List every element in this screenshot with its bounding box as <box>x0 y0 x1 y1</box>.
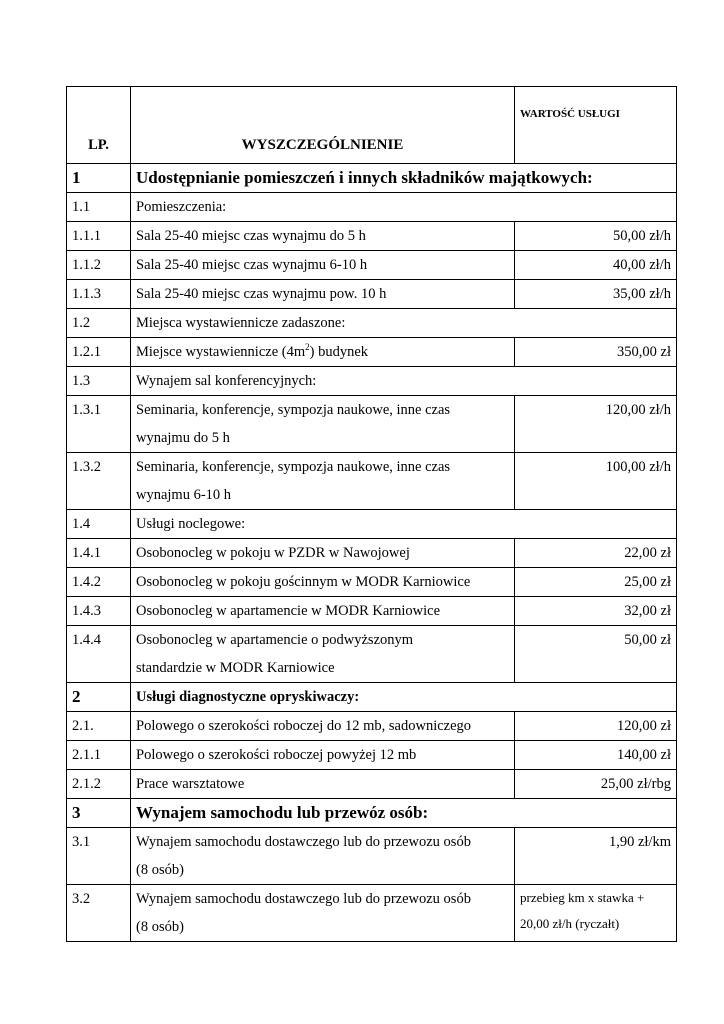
section-row-2 <box>67 683 677 712</box>
row-number: 1.2.1 <box>67 338 131 367</box>
table-row <box>67 885 677 942</box>
row-value: 40,00 zł/h <box>515 251 677 280</box>
row-number: 2.1.1 <box>67 741 131 770</box>
row-value: 120,00 zł/h <box>515 396 677 453</box>
row-number: 1.1 <box>67 193 131 222</box>
row-value: 32,00 zł <box>515 597 677 626</box>
row-number: 1.4 <box>67 510 131 539</box>
section-title: Wynajem samochodu lub przewóz osób: <box>131 799 677 828</box>
row-value: 100,00 zł/h <box>515 453 677 510</box>
table-row <box>67 597 677 626</box>
table-row <box>67 626 677 683</box>
row-number: 2.1. <box>67 712 131 741</box>
row-number: 3.1 <box>67 828 131 885</box>
table-row <box>67 251 677 280</box>
row-value-line: 20,00 zł/h (ryczałt) <box>520 916 620 931</box>
row-value: 22,00 zł <box>515 539 677 568</box>
row-description: Sala 25-40 miejsc czas wynajmu 6-10 h <box>131 251 515 280</box>
row-description-text: ) budynek <box>309 344 368 360</box>
row-number: 1.1.1 <box>67 222 131 251</box>
section-number: 3 <box>67 799 131 828</box>
row-number: 1.4.1 <box>67 539 131 568</box>
price-list-document <box>66 86 676 942</box>
row-description-line: (8 osób) <box>136 919 184 935</box>
row-description-line: standardzie w MODR Karniowice <box>136 660 335 676</box>
table-row <box>67 222 677 251</box>
row-description: Sala 25-40 miejsc czas wynajmu pow. 10 h <box>131 280 515 309</box>
row-description: Miejsca wystawiennicze zadaszone: <box>131 309 677 338</box>
table-row <box>67 828 677 885</box>
row-description: Usługi noclegowe: <box>131 510 677 539</box>
section-row-1 <box>67 164 677 193</box>
row-value: 25,00 zł <box>515 568 677 597</box>
row-number: 1.3.2 <box>67 453 131 510</box>
row-number: 1.4.4 <box>67 626 131 683</box>
row-description: Prace warsztatowe <box>131 770 515 799</box>
row-number: 1.3.1 <box>67 396 131 453</box>
section-title: Usługi diagnostyczne opryskiwaczy: <box>131 683 677 712</box>
section-number: 1 <box>67 164 131 193</box>
row-number: 2.1.2 <box>67 770 131 799</box>
table-row <box>67 453 677 510</box>
row-value-line: przebieg km x stawka + <box>520 890 645 905</box>
row-value: 140,00 zł <box>515 741 677 770</box>
table-row <box>67 309 677 338</box>
row-description: Osobonocleg w pokoju w PZDR w Nawojowej <box>131 539 515 568</box>
row-description: Osobonocleg w apartamencie w MODR Karniowice <box>131 597 515 626</box>
table-row <box>67 741 677 770</box>
row-description-line: wynajmu 6-10 h <box>136 487 232 503</box>
price-table <box>66 86 677 942</box>
row-value <box>515 885 677 942</box>
row-number: 1.1.2 <box>67 251 131 280</box>
row-value: 350,00 zł <box>515 338 677 367</box>
table-row <box>67 193 677 222</box>
row-description-line: (8 osób) <box>136 862 184 878</box>
row-value: 50,00 zł <box>515 626 677 683</box>
row-description: Wynajem sal konferencyjnych: <box>131 367 677 396</box>
row-description <box>131 338 515 367</box>
table-row <box>67 510 677 539</box>
table-row <box>67 396 677 453</box>
row-number: 1.2 <box>67 309 131 338</box>
table-row <box>67 568 677 597</box>
row-description-line: wynajmu do 5 h <box>136 430 230 446</box>
table-row <box>67 770 677 799</box>
row-number: 3.2 <box>67 885 131 942</box>
table-row <box>67 338 677 367</box>
row-description <box>131 828 515 885</box>
table-row <box>67 367 677 396</box>
row-number: 1.3 <box>67 367 131 396</box>
section-title: Udostępnianie pomieszczeń i innych składników majątkowych: <box>131 164 677 193</box>
row-description: Polowego o szerokości roboczej do 12 mb, sadowniczego <box>131 712 515 741</box>
table-row <box>67 539 677 568</box>
row-description <box>131 626 515 683</box>
row-number: 1.4.2 <box>67 568 131 597</box>
row-description: Pomieszczenia: <box>131 193 677 222</box>
row-value: 25,00 zł/rbg <box>515 770 677 799</box>
row-value: 35,00 zł/h <box>515 280 677 309</box>
row-description-line: Seminaria, konferencje, sympozja naukowe, inne czas <box>136 402 451 418</box>
row-description-line: Wynajem samochodu dostawczego lub do przewozu osób <box>136 891 471 907</box>
row-description-line: Osobonocleg w apartamencie o podwyższonym <box>136 632 414 648</box>
row-value: 50,00 zł/h <box>515 222 677 251</box>
header-value: WARTOŚĆ USŁUGI <box>515 87 677 164</box>
row-description <box>131 396 515 453</box>
row-description <box>131 453 515 510</box>
row-description: Sala 25-40 miejsc czas wynajmu do 5 h <box>131 222 515 251</box>
row-value: 120,00 zł <box>515 712 677 741</box>
table-row <box>67 712 677 741</box>
row-value: 1,90 zł/km <box>515 828 677 885</box>
row-description-text: Miejsce wystawiennicze (4m <box>136 344 306 360</box>
row-description-line: Seminaria, konferencje, sympozja naukowe, inne czas <box>136 459 451 475</box>
row-description: Polowego o szerokości roboczej powyżej 12 mb <box>131 741 515 770</box>
table-header-row <box>67 87 677 164</box>
superscript: 2 <box>305 342 310 353</box>
row-description <box>131 885 515 942</box>
row-description: Osobonocleg w pokoju gościnnym w MODR Karniowice <box>131 568 515 597</box>
header-description: WYSZCZEGÓLNIENIE <box>131 87 515 164</box>
table-row <box>67 280 677 309</box>
row-number: 1.1.3 <box>67 280 131 309</box>
row-number: 1.4.3 <box>67 597 131 626</box>
section-row-3 <box>67 799 677 828</box>
row-description-line: Wynajem samochodu dostawczego lub do przewozu osób <box>136 834 471 850</box>
section-number: 2 <box>67 683 131 712</box>
header-lp: LP. <box>67 87 131 164</box>
